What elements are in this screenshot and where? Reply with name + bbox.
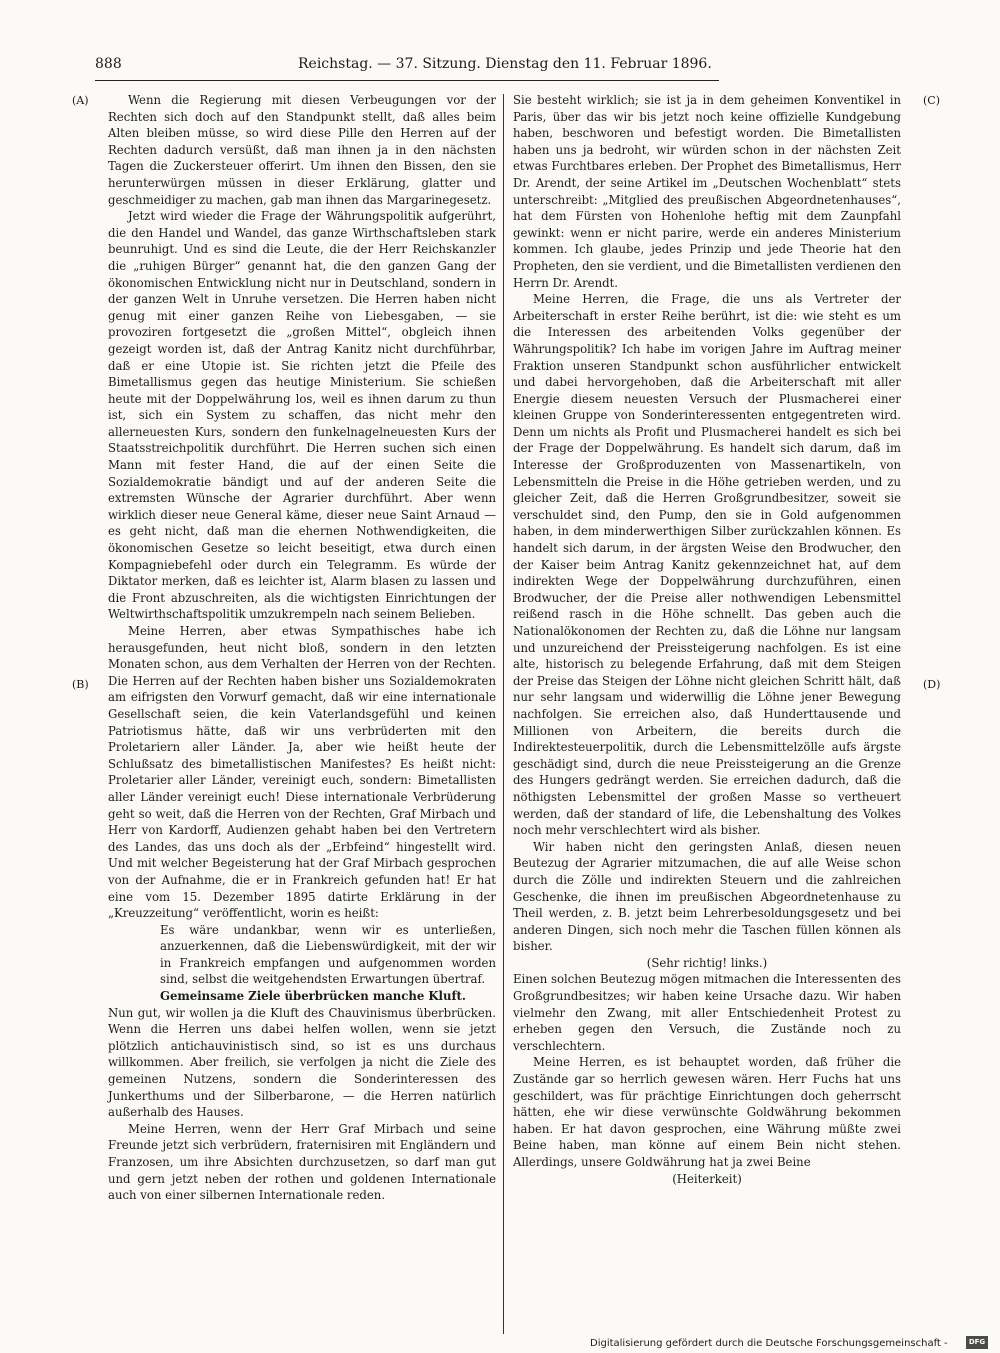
margin-marker-c: (C) <box>923 94 940 107</box>
paragraph: Jetzt wird wieder die Frage der Währungspolitik aufgerührt, die den Handel und Wandel, das ganze Wirthschaftsleben stark beunruhigt. Und es sind die Leute, die der Herr Reichskanzler die „ruhigen Bürger“ genannt hat, die den ganzen Gang der ökonomischen Entwicklung nicht nur in Deutschland, sondern in der ganzen Welt in Unruhe versetzen. Die Herren haben nicht genug mit einer ganzen Reihe von Liebesgaben, — sie provoziren fortgesetzt die „großen Mittel“, obgleich ihnen gezeigt worden ist, daß der Antrag Kanitz nicht durchführbar, daß er eine Utopie ist. Sie richten jetzt die Pfeile des Bimetallismus gegen das heutige Ministerium. Sie schießen heute mit der Doppelwährung los, weil es ihnen darum zu thun ist, sich ein System zu schaffen, das nicht mehr den allerneuesten Kurs, sondern den funkelnagelneuesten Kurs der Staatsstreichpolitik durchführt. Die Herren suchen sich einen Mann mit fester Hand, die auf der einen Seite die Sozialdemokratie bändigt und auf der anderen Seite die extremsten Wünsche der Agrarier durchführt. Aber wenn wirklich dieser neue General käme, dieser neue Saint Arnaud — es geht nicht, daß man die ehernen Nothwendigkeiten, die ökonomischen Gesetze so leicht beseitigt, etwa durch einen Kompagniebefehl oder durch ein Telegramm. Es würde der Diktator merken, daß es leichter ist, Alarm blasen zu lassen und die Front abzuschreiten, als die wichtigsten Einrichtungen der Weltwirthschaftspolitik umzukrempeln nach seinem Belieben. <box>108 209 496 622</box>
margin-marker-b: (B) <box>72 678 89 691</box>
dfg-logo: DFG <box>966 1336 988 1349</box>
paragraph: Sie besteht wirklich; sie ist ja in dem geheimen Konventikel in Paris, über das wir bis jetzt noch keine offizielle Kundgebung haben, beschworen und befestigt worden. Die Bimetallisten haben uns ja bedroht, wir würden schon in der nächsten Zeit etwas Furchtbares erleben. Der Prophet des Bimetallismus, Herr Dr. Arendt, der seine Artikel im „Deutschen Wochenblatt“ stets unterschreibt: „Mitglied des preußischen Abgeordnetenhauses“, hat dem Fürsten von Hohenlohe heftig mit dem Zaunpfahl gewinkt: wenn er nicht parire, werde ein anderes Ministerium kommen. Ich glaube, jedes Prinzip und jede Theorie hat den Propheten, den sie verdient, und die Bimetallisten verdienen den Herrn Dr. Arendt. <box>513 93 901 290</box>
paragraph: Meine Herren, die Frage, die uns als Vertreter der Arbeiterschaft in erster Reihe berührt, ist die: wie steht es um die Interessen des arbeitenden Volks gegenüber der Währungspolitik? Ich habe im vorigen Jahre im Auftrag meiner Fraktion unseren Standpunkt schon ausführlicher entwickelt und dabei hervorgehoben, daß die Arbeiterschaft mit aller Energie diesem neuesten Versuch der Plusmacherei einer kleinen Gruppe von Sonderinteressenten entgegentreten wird. Denn um nichts als Profit und Plusmacherei handelt es sich bei der Frage der Doppelwährung. Es handelt sich darum, daß im Interesse der Großproduzenten von Massenartikeln, von Lebensmitteln die Preise in die Höhe getrieben werden, und zu gleicher Zeit, daß die Herren Großgrundbesitzer, soweit sie verschuldet sind, den Pump, den sie in Gold aufgenommen haben, in dem minderwerthigen Silber zurückzahlen können. Es handelt sich darum, in der ärgsten Weise den Brodwucher, den der Kaiser beim Antrag Kanitz gekennzeichnet hat, auf dem indirekten Wege der Doppelwährung durchzuführen, einen Brodwucher, der die Preise aller nothwendigen Lebensmittel reißend rasch in die Höhe schnellt. Das geben auch die Nationalökonomen der Rechten zu, daß die Löhne nur langsam und unzureichend der Preissteigerung nachfolgen. Es ist eine alte, historisch zu belegende Erfahrung, daß mit dem Steigen der Preise das Steigen der Löhne nicht gleichen Schritt hält, daß nur sehr langsam und widerwillig die Löhne jener Bewegung nachfolgen. Sie erreichen also, daß Hunderttausende und Millionen von Arbeitern, die bereits durch die Indirektesteuerpolitik, durch die Lebensmittelzölle aufs ärgste geschädigt sind, durch die neue Preissteigerung an die Grenze des Hungers gedrängt werden. Sie erreichen dadurch, daß die nöthigsten Lebensmittel der großen Masse so vertheuert werden, daß der standard of life, die Lebenshaltung des Volkes noch mehr verschlechtert wird als bisher. <box>513 292 901 838</box>
digitization-credit: Digitalisierung gefördert durch die Deutsche Forschungsgemeinschaft - <box>590 1338 948 1349</box>
paragraph: Wenn die Regierung mit diesen Verbeugungen vor der Rechten sich doch auf den Standpunkt stellt, daß alles beim Alten bleiben müsse, so wird diese Pille den Herren auf der Rechten dadurch versüßt, daß man ihnen ja in den nächsten Tagen die Zuckersteuer offerirt. Um ihnen den Bissen, den sie herunterwürgen müssen in dieser Erklärung, glatter und geschmeidiger zu machen, gab man ihnen das Margarinegesetz. <box>108 93 496 207</box>
quote-subheading: Gemeinsame Ziele überbrücken manche Kluft. <box>160 989 466 1004</box>
right-column <box>513 92 901 1187</box>
page-header <box>95 56 717 76</box>
running-head: Reichstag. — 37. Sitzung. Dienstag den 11. Februar 1896. <box>298 56 712 72</box>
paragraph: Einen solchen Beutezug mögen mitmachen die Interessenten des Großgrundbesitzes; wir haben keine Ursache dazu. Wir haben vielmehr den Zwang, mit aller Entschiedenheit Protest zu erheben gegen den Versuch, die Zustände noch zu verschlechtern. <box>513 972 901 1053</box>
column-divider <box>503 94 504 1334</box>
paragraph: Meine Herren, aber etwas Sympathisches habe ich herausgefunden, heut nicht bloß, sondern in den letzten Monaten schon, aus dem Verhalten der Herren von der Rechten. Die Herren auf der Rechten haben bisher uns Sozialdemokraten am eifrigsten den Vorwurf gemacht, daß wir eine internationale Gesellschaft seien, die kein Vaterlandsgefühl und keinen Patriotismus hätte, daß wir uns verbrüderten mit den Proletariern aller Länder. Ja, aber wie heißt heute der Schlußsatz des bimetallistischen Manifestes? Es heißt nicht: Proletarier aller Länder, vereinigt euch, sondern: Bimetallisten aller Länder vereinigt euch! Diese internationale Verbrüderung geht so weit, daß die Herren von der Rechten, Graf Mirbach und Herr von Kardorff, Audienzen gehabt haben bei den Vertretern des Landes, das uns doch als der „Erbfeind“ hingestellt wird. Und mit welcher Begeisterung hat der Graf Mirbach gesprochen von der Aufnahme, die er in Frankreich gefunden hat! Er hat eine vom 15. Dezember 1895 datirte Erklärung in der „Kreuzzeitung“ veröffentlicht, worin es heißt: <box>108 624 496 921</box>
block-quote: Es wäre undankbar, wenn wir es unterließen, anzuerkennen, daß die Liebenswürdigkeit, mit der wir in Frankreich empfangen und aufgenommen worden sind, selbst die weitgehendsten Erwartungen übertraf. <box>160 922 496 987</box>
margin-marker-d: (D) <box>923 678 941 691</box>
interjection: (Heiterkeit) <box>672 1171 742 1186</box>
left-column <box>108 92 496 1204</box>
header-rule <box>95 80 719 81</box>
paragraph: Meine Herren, es ist behauptet worden, daß früher die Zustände gar so herrlich gewesen wären. Herr Fuchs hat uns geschildert, was für prächtige Einrichtungen doch geherrscht hätten, ehe wir diese verwünschte Goldwährung bekommen haben. Er hat davon gesprochen, eine Währung müßte zwei Beine haben, man könne auf einem Bein nicht stehen. Allerdings, unsere Goldwährung hat ja zwei Beine <box>513 1055 901 1169</box>
page-number: 888 <box>95 56 122 72</box>
paragraph: Nun gut, wir wollen ja die Kluft des Chauvinismus überbrücken. Wenn die Herren uns dabei helfen wollen, wenn sie jetzt plötzlich antichauvinistisch sind, so ist es uns durchaus willkommen. Aber freilich, sie verfolgen ja nicht die Ziele des gemeinen Nutzens, sondern die Sonderinteressen des Junkerthums und der Silberbarone, — die Herren natürlich außerhalb des Hauses. <box>108 1005 496 1120</box>
margin-marker-a: (A) <box>72 94 89 107</box>
paragraph: Wir haben nicht den geringsten Anlaß, diesen neuen Beutezug der Agrarier mitzumachen, die auf alle Weise schon durch die Zölle und indirekten Steuern und die zahlreichen Geschenke, die ihnen im preußischen Abgeordnetenhause zu Theil werden, z. B. jetzt beim Lehrerbesoldungsgesetz und bei anderen Dingen, sich noch mehr die Taschen füllen können als bisher. <box>513 839 901 954</box>
paragraph: Meine Herren, wenn der Herr Graf Mirbach und seine Freunde jetzt sich verbrüdern, fraternisiren mit Engländern und Franzosen, um ihre Absichten durchzusetzen, so darf man gut und gern jetzt neben der rothen und goldenen Internationale auch von einer silbernen Internationale reden. <box>108 1121 496 1203</box>
interjection: (Sehr richtig! links.) <box>646 955 768 970</box>
